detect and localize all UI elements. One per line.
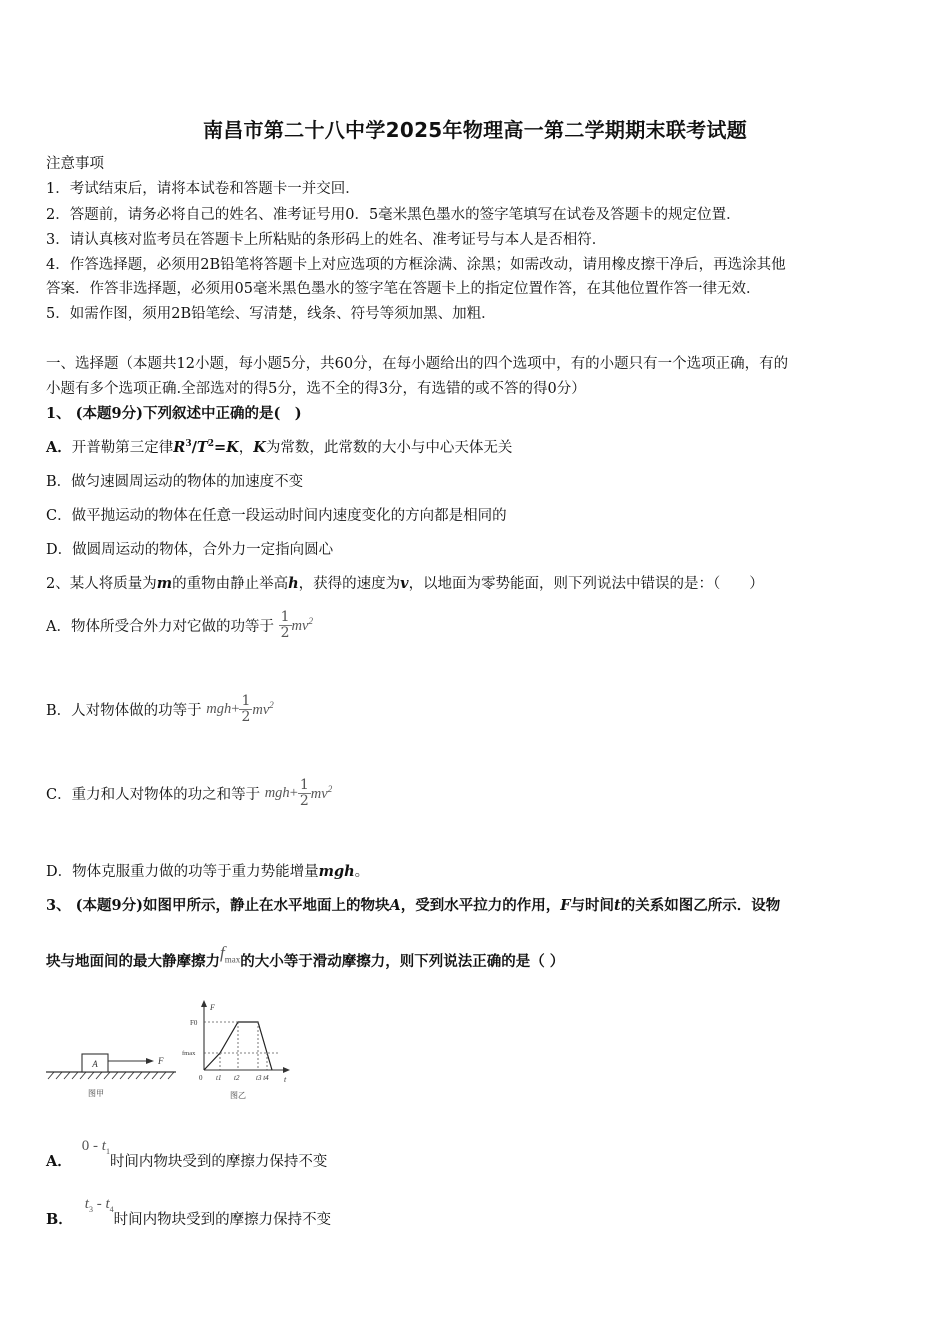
option-label: A． (46, 1153, 72, 1170)
notice-item: 4．作答选择题，必须用2B铅笔将答题卡上对应选项的方框涂满、涂黑；如需改动，请用橡皮擦干净后，再选涂其他 (46, 257, 786, 273)
option-text: C．重力和人对物体的功之和等于 (46, 787, 261, 803)
stem-text: 与时间 (570, 897, 615, 914)
math-sub: 4 (109, 1205, 114, 1214)
page-title: 南昌市第二十八中学2025年物理高一第二学期期末联考试题 (202, 118, 748, 142)
q1-option-b: B．做匀速圆周运动的物体的加速度不变 (46, 474, 304, 490)
q3-stem-line1 (46, 894, 780, 915)
guide-lines (204, 1022, 278, 1070)
math-expr: mgh (318, 863, 355, 880)
math-expr: mv (310, 785, 328, 802)
math-var: =K (213, 439, 239, 456)
stem-text: 块与地面间的最大静摩擦力 (46, 953, 220, 970)
notice-item: 5．如需作图，须用2B铅笔绘、写清楚，线条、符号等须加黑、加粗． (46, 306, 496, 322)
fmax-label: fmax (182, 1050, 196, 1057)
option-text: D．物体克服重力做的功等于重力势能增量 (46, 864, 319, 880)
x-axis-arrow (283, 1067, 290, 1073)
stem-text: ，获得的速度为 (298, 576, 401, 592)
math-exp: 2 (269, 700, 274, 711)
frac-den: 2 (299, 793, 309, 809)
math-sub: 1 (105, 1147, 110, 1156)
stem-text: 2、某人将质量为 (46, 576, 157, 592)
fraction (279, 610, 292, 641)
math-expr: mgh (264, 785, 290, 801)
math-var: R (173, 439, 186, 456)
math-op: - (92, 1196, 106, 1212)
notice-item: 2．答题前，请务必将自己的姓名、准考证号用0．5毫米黑色墨水的签字笔填写在试卷及答题卡的规定位置． (46, 207, 741, 223)
math-op: / (191, 439, 197, 456)
math-var: K (253, 439, 266, 456)
math-var: T (196, 439, 208, 456)
math-var: t (84, 1196, 89, 1212)
q2-option-d (46, 860, 369, 881)
section-heading: 一、选择题（本题共12小题，每小题5分，共60分，在每小题给出的四个选项中，有的小题只有一个选项正确，有的 (46, 356, 789, 372)
math-expr: mgh (206, 701, 232, 717)
q1-option-a (46, 436, 512, 457)
math-op: - (89, 1138, 102, 1154)
f0-label: F0 (190, 1019, 198, 1027)
option-label: B． (46, 1211, 73, 1228)
fraction (239, 694, 252, 725)
q2-option-b (46, 694, 274, 725)
y-axis-label: F (210, 1003, 215, 1012)
frac-num: 1 (280, 609, 290, 625)
punct: 。 (354, 864, 370, 880)
math-expr: mv (291, 617, 309, 634)
stem-text: 的关系如图乙所示．设物 (620, 897, 781, 914)
ground-hatching (48, 1072, 174, 1079)
q3-option-b (46, 1196, 331, 1229)
stem-text: 3、 (本题9分)如图甲所示，静止在水平地面上的物块 (46, 897, 390, 914)
math-sub: 3 (88, 1205, 93, 1214)
t3t4-label: t3 t4 (256, 1074, 269, 1082)
physics-figure (44, 998, 324, 1106)
math-var: t (614, 897, 621, 914)
y-axis-arrow (201, 1000, 207, 1007)
caption-right: 图乙 (230, 1091, 246, 1100)
math-var: f (220, 943, 225, 962)
q1-option-d: D．做圆周运动的物体，合外力一定指向圆心 (46, 542, 334, 558)
q3-stem-line2 (46, 943, 565, 972)
x-axis-label: t (284, 1075, 287, 1084)
option-label: A． (46, 439, 72, 456)
section-heading-cont: 小题有多个选项正确.全部选对的得5分，选不全的得3分，有选错的或不答的得0分） (46, 381, 586, 397)
stem-text: 的大小等于滑动摩擦力，则下列说法正确的是（ ） (240, 953, 565, 970)
notice-item: 答案．作答非选择题，必须用05毫米黑色墨水的签字笔在答题卡上的指定位置作答，在其他位置作答一律无效． (46, 281, 761, 297)
punct: ， (238, 440, 254, 456)
q3-option-a (46, 1138, 327, 1171)
math-var: m (156, 575, 173, 592)
math-var: F (560, 897, 571, 914)
t1-label: t1 (216, 1074, 222, 1082)
block-label: A (92, 1059, 98, 1069)
math-var: v (400, 575, 409, 592)
option-text: B．人对物体做的功等于 (46, 703, 202, 719)
frac-den: 2 (241, 709, 251, 725)
caption-left: 图甲 (88, 1089, 104, 1098)
math-exp: 2 (327, 784, 333, 795)
option-text: 时间内物块受到的摩擦力保持不变 (109, 1154, 328, 1170)
math-var: h (288, 575, 299, 592)
stem-text: ，以地面为零势能面，则下列说法中错误的是：（ ） (408, 576, 764, 592)
t2-label: t2 (234, 1074, 240, 1082)
frac-num: 1 (299, 777, 309, 793)
math-expr: mv (252, 701, 270, 718)
stem-text: 的重物由静止举高 (172, 576, 289, 592)
q1-option-c: C．做平抛运动的物体在任意一段运动时间内速度变化的方向都是相同的 (46, 508, 507, 524)
q2-stem (46, 572, 764, 593)
math-op: + (289, 785, 298, 801)
math-var: A (389, 897, 401, 914)
option-text: 时间内物块受到的摩擦力保持不变 (113, 1212, 332, 1228)
notice-heading: 注意事项 (46, 156, 104, 172)
frac-num: 1 (241, 693, 251, 709)
math-num: 0 (81, 1138, 90, 1154)
q2-option-a (46, 610, 313, 641)
option-text: 为常数，此常数的大小与中心天体无关 (265, 440, 513, 456)
option-text: A．物体所受合外力对它做的功等于 (46, 619, 274, 635)
notice-item: 1．考试结束后，请将本试卷和答题卡一并交回． (46, 181, 360, 197)
math-exp: 2 (308, 616, 313, 627)
math-var: t (105, 1196, 110, 1212)
option-text: 开普勒第三定律 (71, 440, 174, 456)
q1-stem: 1、 (本题9分)下列叙述中正确的是( ) (46, 405, 302, 422)
fraction (298, 778, 311, 809)
arrow-head (146, 1058, 154, 1064)
math-op: + (231, 701, 240, 717)
math-exp: 3 (185, 439, 192, 450)
math-sub: max (224, 954, 241, 965)
q2-option-c (46, 778, 332, 809)
math-var: t (101, 1138, 106, 1154)
frac-den: 2 (280, 625, 290, 641)
stem-text: ，受到水平拉力的作用， (400, 897, 561, 914)
math-exp: 2 (207, 439, 214, 450)
origin-label: 0 (199, 1074, 203, 1082)
notice-item: 3．请认真核对监考员在答题卡上所粘贴的条形码上的姓名、准考证号与本人是否相符． (46, 232, 607, 248)
force-label: F (158, 1056, 164, 1066)
